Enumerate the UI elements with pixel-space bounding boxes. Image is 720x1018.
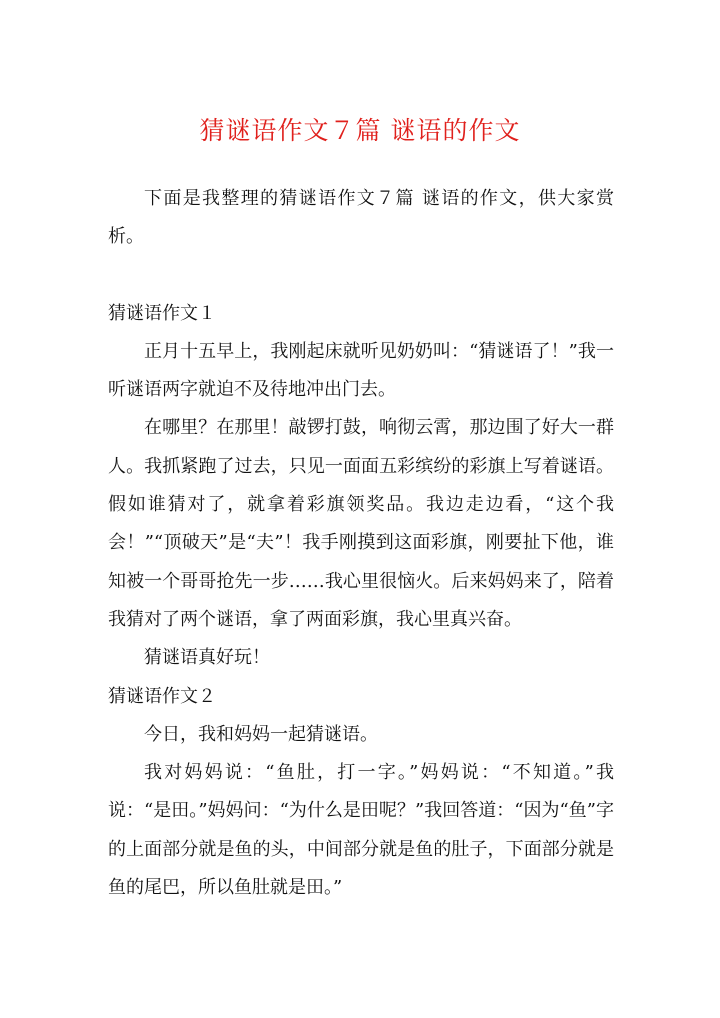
spacer: [108, 257, 614, 295]
paragraph: 猜谜语真好玩！: [144, 647, 270, 669]
paragraph: 正月十五早上，我刚起床就听见奶奶叫：“猜谜语了！”我一听谜语两字就迫不及待地冲出门去。: [108, 340, 614, 401]
paragraph: 今日，我和妈妈一起猜谜语。: [144, 723, 378, 745]
intro-paragraph: 下面是我整理的猜谜语作文７篇 谜语的作文，供大家赏析。: [108, 188, 614, 248]
document-body: [108, 180, 614, 907]
section-heading-2: 猜谜语作文２: [108, 685, 216, 707]
section-heading-1: 猜谜语作文１: [108, 302, 216, 324]
paragraph: 我对妈妈说：“鱼肚，打一字。”妈妈说：“不知道。”我说：“是田。”妈妈问：“为什么是田呢？”我回答道：“因为“鱼”字的上面部分就是鱼的头，中间部分就是鱼的肚子，下面部分就是鱼的尾巴，所以鱼肚就是田。”: [108, 762, 614, 899]
paragraph: 在哪里？在那里！敲锣打鼓，响彻云霄，那边围了好大一群人。我抓紧跑了过去，只见一面面五彩缤纷的彩旗上写着谜语。假如谁猜对了，就拿着彩旗领奖品。我边走边看，“这个我会！”“顶破天”是“夫”！我手刚摸到这面彩旗，刚要扯下他，谁知被一个哥哥抢先一步……我心里很恼火。后来妈妈来了，陪着我猜对了两个谜语，拿了两面彩旗，我心里真兴奋。: [108, 417, 614, 630]
document-title: 猜谜语作文７篇 谜语的作文: [199, 116, 521, 145]
